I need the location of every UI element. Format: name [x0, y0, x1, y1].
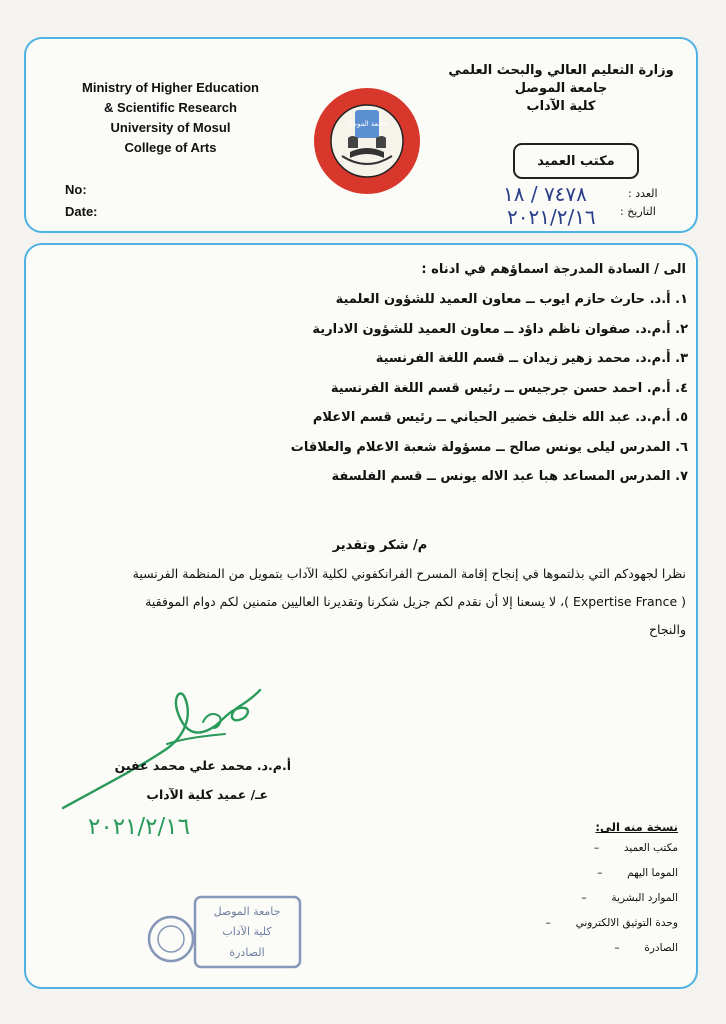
date-label-en: Date:	[65, 204, 98, 219]
recipient-item: ١. أ.د. حارث حازم ايوب ــ معاون العميد للشؤون العلمية	[335, 292, 688, 307]
outgoing-stamp-icon	[145, 893, 305, 971]
copy-item: الموما اليهم–	[597, 867, 678, 879]
copy-item: وحدة التوثيق الالكتروني–	[545, 917, 678, 929]
copy-item: مكتب العميد–	[593, 842, 678, 854]
arabic-letterhead	[446, 62, 676, 116]
recipient-item: ٣. أ.م.د. محمد زهير زيدان ــ قسم اللغة الفرنسية	[375, 351, 688, 366]
letterhead-line-university: University of Mosul	[110, 120, 231, 135]
dean-office-box: مكتب العميد	[513, 143, 639, 179]
university-seal-icon	[312, 86, 422, 196]
recipient-item: ٧. المدرس المساعد هبا عبد الاله يونس ــ قسم الفلسفة	[331, 469, 688, 484]
recipient-item: ٤. أ.م. احمد حسن جرجيس ــ رئيس قسم اللغة الفرنسية	[330, 380, 688, 396]
body-line: والنجاح	[648, 622, 686, 637]
stamp-line: جامعة الموصل	[213, 905, 281, 918]
number-label-en: No:	[65, 182, 87, 197]
copies-list	[488, 842, 678, 967]
letter-subject: م/ شكر وتقدير	[332, 538, 428, 553]
recipient-item: ٥. أ.م.د. عبد الله خليف خضير الحياني ــ رئيس قسم الاعلام	[312, 410, 688, 425]
stamp-line: الصادرة	[229, 946, 265, 959]
letterhead-line-ministry: Ministry of Higher Education	[82, 80, 259, 95]
recipient-item: ٦. المدرس ليلى يونس صالح ــ مسؤولة شعبة الاعلام والعلاقات	[290, 439, 688, 455]
english-letterhead	[58, 78, 283, 158]
letter-body	[40, 560, 686, 644]
date-label-ar: التاريخ :	[620, 205, 656, 218]
signatory-title: عـ/ عميد كلية الآداب	[146, 787, 268, 802]
letterhead-line-college: College of Arts	[124, 140, 217, 155]
body-line: ( Expertise France )، لا يسعنا إلا أن نقدم لكم جزيل شكرنا وتقديرنا العاليين متمنين لكم دوام الموفقية	[145, 594, 686, 609]
number-label-ar: العدد :	[628, 187, 658, 200]
handwritten-number: ٧٤٧٨ / ١٨	[503, 182, 587, 206]
recipient-item: ٢. أ.م.د. صفوان ناظم داؤد ــ معاون العميد للشؤون الادارية	[312, 321, 688, 337]
seal-text: جامعة الموصل	[345, 120, 389, 128]
stamp-line: كلية الآداب	[222, 925, 272, 938]
recipient-list	[88, 292, 688, 499]
letterhead-college-ar: كلية الآداب	[526, 99, 596, 114]
recipients-heading: الى / السادة المدرجة اسماؤهم في ادناه :	[421, 262, 686, 277]
handwritten-signature-date: ٢٠٢١/٢/١٦	[88, 814, 190, 840]
body-line: نظرا لجهودكم التي بذلتموها في إنجاح إقامة المسرح الفرانكفوني لكلية الآداب بتمويل من المنظمة الفرنسية	[132, 566, 686, 581]
handwritten-date: ٢٠٢١/٢/١٦	[507, 205, 596, 229]
signatory-name: أ.م.د. محمد علي محمد عفين	[114, 758, 291, 773]
letterhead-ministry-ar: وزارة التعليم العالي والبحث العلمي	[448, 63, 674, 78]
copy-item: الصادرة–	[614, 942, 678, 954]
copy-item: الموارد البشرية–	[581, 892, 678, 904]
letterhead-line-research: & Scientific Research	[104, 100, 237, 115]
letterhead-university-ar: جامعة الموصل	[514, 81, 608, 96]
copies-heading: نسخة منه الى:	[595, 820, 678, 834]
